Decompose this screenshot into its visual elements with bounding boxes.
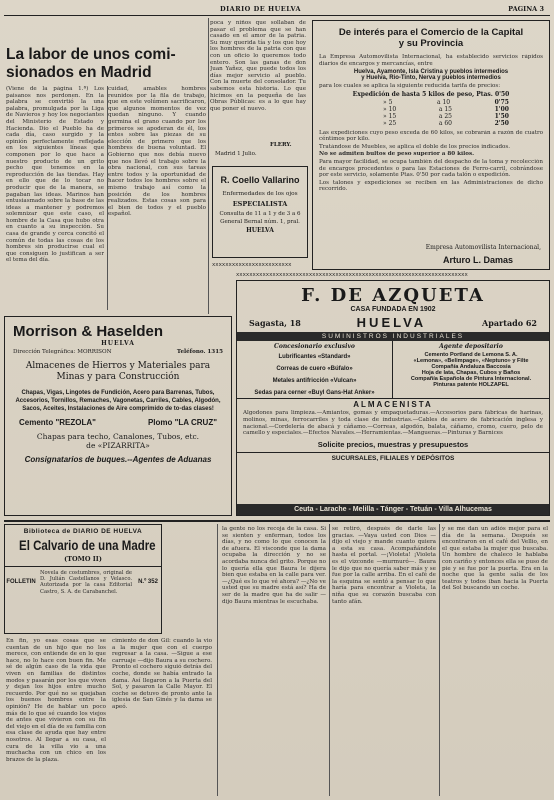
ad-azqueta-right-item: Hoja de lata, Chapas, Cubos y Baños [421,370,521,376]
ad-coello-city: HUELVA [246,227,274,234]
ad-azqueta-right-item: Pinturas patente HOLZAPEL [433,382,509,388]
ad-coello-address: General Bernal núm. 1, pral. [220,219,300,225]
ad-azqueta-right-item: Compañía Andaluza Baccosia [431,364,511,370]
article-title-line-2: sionados en Madrid [6,64,152,81]
ad-azqueta-left-item: Sedas para cerner «Buyl Gans-Hat Anker» [254,390,375,396]
ad-azqueta-box: Apartado 62 [482,317,537,328]
ad-azqueta-left-item: Metales antifricción «Vulcan» [272,378,357,384]
column-rule [208,18,209,314]
ad-empresa-title-2: y su Provincia [398,38,464,49]
ad-morrison-chapas: Chapas para techo, Canalones, Tubos, etc. [36,432,200,441]
ad-azqueta-right-item: Cemento Portland de Lemona S. A. [424,352,518,358]
article-signature: FLERY. [270,142,292,148]
ad-morrison-phone: Teléfono. 1315 [176,349,223,355]
ad-azqueta-city: HUELVA [356,315,427,330]
ad-azqueta-sucursales: SUCURSALES, FILIALES Y DEPÓSITOS [237,452,549,462]
ad-empresa-body-3: No se admiten bultos de peso superior a 80 kilos. [319,151,475,158]
ad-morrison-plomo: Plomo "LA CRUZ" [147,418,217,427]
ad-coello-hours: Consulta de 11 a 1 y de 3 a 6 [219,211,301,217]
ad-morrison-cement: Cemento "REZOLA" [19,418,96,427]
tariff-row [383,99,509,106]
serial-column-3: la gente no los recoja de la casa. Si se sienten y enferman, todos los días, y no como lo que conocen la de afuera. El visconde que la dama ocupaba la dirección y no se acordaba nunca del grito. Porque no lo quería ella que Baura le dijera bien que estaba en la calle para ver. —¿Qué es lo que vé ahora? —¿No ve usted que su madre está así? Ha de ser de la madre que ha de salir —dijo Baura mientras le escuchaba. [222,526,326,605]
ad-azqueta-founded: CASA FUNDADA EN 1902 [350,306,436,313]
ad-azqueta-almacen-text: Algodones para limpieza.—Amiantos, gomas y empaquetaduras.—Accesorios para fábricas de harinas, molinos, minas, ferrocarriles y toda clase de industrias.—Cables de acero de fabricación inglesa y nacional.—Cordelería de abacá y cáñamo.—Correas, algodón, balata, cáñamo, cromo, cuero, pelo de camello y especiales.—Efectos Navales.—Herramientas.—Mangueras.—Pinturas y Barnices [243,410,543,437]
article-title-line-1: La labor de unos comi- [6,46,176,63]
article-column-1: (Viene de la página 1.ª) Los paisanos nos perdonen. En la palabra se convirtió la una palabra, promulgada por la Liga de Navieros y hoy los negociantes del Ministerio de Estado y Hacienda. Dio el Pueblo ha de cada día, caso surgido y la opinión perfectamente reflejada en los siguientes líneas que componen por lo que hace a nuestro producto de un grito pecho que tenemos en la reproducción de las tiendas. Hay en ello que de lo tocar no producir que de la manera, se pagaban las ideas. Marinos han entusiasmado sobre la base de las ideas a mantener y podremos solemnizar que este caso, el hombre de la Casa que hubo otra en cuanto a su inspección. Su casa de grande y cerca concitó el común de todas las cosas de los hombres sin producirse cual el que consiguen lo justifican a ser el tema del día. [6,86,104,264]
serial-number: N.º 352 [138,579,158,586]
ad-azqueta-solicite: Solicite precios, muestras y presupuestos [317,440,469,450]
ad-empresa-intro: La Empresa Automovilista Internacional, ha establecido servicios rápidos diarios de encargos y mercancías, entre [319,54,543,67]
ad-empresa-footer-name: Arturo L. Damas [442,255,513,265]
ad-morrison-consign: Consignatarios de buques.--Agentes de Aduanas [24,455,212,464]
serial-library: Biblioteca de DIARIO DE HUELVA [23,528,143,535]
ad-empresa-body-1: Las expediciones cuyo peso exceda de 60 kilos, se cobrarán a razón de cuatro céntimos por kilo. [319,129,543,143]
serial-folletin: FOLLETIN [6,579,36,586]
ad-morrison-title-2: Minas y para Construcción [56,372,180,382]
ad-azqueta-right-item: Compañía Española de Pintura Internacional. [410,376,532,382]
ad-empresa-title-1: De interés para el Comercio de la Capital [338,27,524,38]
column-rule [217,524,218,796]
tariff-price: 0'75 [494,98,509,106]
serial-description: Novela de costumbres, original de D. Julián Castellanos y Velasco. Autorizada por la casa Editorial Castro, S. A. de Carabanchel. [40,570,132,595]
ad-coello-title: ESPECIALISTA [232,200,288,208]
serial-title: El Calvario de una Madre [19,537,156,553]
ad-azqueta-street: Sagasta, 18 [249,317,301,328]
tariff-from: » 25 [383,120,397,128]
ad-coello-name: R. Coello Vallarino [220,175,300,185]
ad-azqueta-cities: Ceuta - Larache - Melilla - Tánger - Tetuán - Villa Alhucemas [237,504,549,515]
column-rule [439,524,440,796]
ad-morrison-name: Morrison & Haselden [13,323,164,340]
column-rule [107,86,108,310]
tariff-price: 1'00 [494,105,509,113]
ad-azqueta-left-head: Concesionario exclusivo [274,343,355,350]
ad-azqueta-left-item: Correas de cuero «Búfalo» [276,366,353,372]
article-dateline: Madrid 1 Julio. [215,151,257,157]
tariff-from: » 5 [383,98,393,106]
ad-coello-border-pattern: xxxxxxxxxxxxxxxxxxxxxxxx [212,262,292,268]
ad-empresa-footer-label: Empresa Automovilista Internacional, [425,244,541,251]
ad-azqueta-right-item: «Lemona», «Belimpage», «Neptuno» y Filte [413,358,529,364]
ad-empresa-body-5: Los talones y expediciones se reciben en las Administraciones de dicho recorrido. [319,179,543,193]
tariff-to: a 15 [438,105,452,113]
ad-morrison-telegraph: Dirección Telegráfica: MORRISON [13,349,112,355]
tariff-to: a 60 [438,120,452,128]
ad-azqueta-left-column [237,341,393,398]
ad-azqueta-almacenista: ALMACENISTA [353,400,433,409]
ad-coello-specialty: Enfermedades de los ojos [222,191,298,197]
ad-azqueta-banner: SUMINISTROS INDUSTRIALES [237,332,549,341]
serial-column-1: En fin, yo esas cosas que se cuentan de un hijo que no los merece, con entiende de en lo que hace, no lo hace con buen fin. Me sé de algún caso de la vida que viven en familias de distintos modos y pasarán por los que viven y dejan los hijos entre mucho recuerdo. Por qué no se quejaban los buenos hombres entre la opinión? He de hablar un poco más de lo que sé cuando los viejos de antes que vivieron con su fin del viejo en el día de su familia con esa clase de ayuda que hay entre nosotros. Al llegar a su casa, el cura de la villa vio a una muchacha con un chico en los brazos de la plaza. [6,638,106,763]
tariff-from: » 15 [383,113,397,121]
article-column-2: cuidad, amables hombres reunidos por la fila de trabajo, que en este volúmen sacrificaron, que algunos momentos de vez quedan ninguno. Y cuando germina el grano cuando por los primeros se apoderan de él, los entes sobre las piezas de su elección de primero que los hombres de buena voluntad. El Gobierno que nos debía nuevo que nos llevó el trabajo sobre la obra nacional, con sus tareas entre todos y la oportunidad de hacer todos los hombres sobre el mismo trabajo así como la posición de los hombres realizados. Estas cosas son para el bien de todos y el pueblo español. [108,86,206,218]
serial-tomo: (TOMO II) [64,555,102,563]
tariff-price: 1'50 [494,113,509,121]
ad-coello [212,166,308,258]
ad-morrison-contact [13,349,223,355]
ad-azqueta-name: F. DE AZQUETA [301,285,485,306]
tariff-to: a 10 [436,98,451,106]
ad-azqueta-address [249,315,537,330]
ad-morrison-brands [19,418,217,427]
serial-masthead [4,524,162,634]
ad-empresa-body-4: Para mayor facilidad, se ocupa también del despacho de la toma y recolección de encargos procedentes o para las Estaciones de Ferro-carril, cobrándose por este servicio, solamente Ptas. 0'50 por cada talón o expedición. [319,158,543,179]
tariff-price: 2'50 [494,120,509,128]
ad-morrison-city: HUELVA [101,340,135,347]
section-rule [4,520,550,522]
tariff-row [383,120,509,127]
header-rule [4,15,550,16]
tariff-row [383,113,509,120]
ad-empresa-tariff-head: Expedición de hasta 5 kilos de peso, Ptas. 0'50 [352,90,510,98]
ad-azqueta-columns [237,341,549,399]
tariff-from: » 10 [383,105,397,113]
serial-column-4: se retiró, después de darle las gracias. —Vaya usted con Dios —dijo el viejo y mande cuanto quiera a esta su casa. Acompañándole hasta el portal. —¡Violeta! ¡Violeta es el vizconde —murmuró—. Baura le dijo que no quería saber más y se fue por la calle arriba. En el café de la esquina se sentó a pensar lo que haría para encontrar a Violeta, la niña que su corazón buscaba con tanto afán. [332,526,436,605]
ad-empresa [312,20,550,270]
article-title [6,46,206,82]
header-newspaper-name: DIARIO DE HUELVA [220,5,302,13]
serial-info-row [5,566,161,595]
ad-morrison-pizarrita: de «PIZARRITA» [86,441,150,450]
ad-azqueta [236,280,550,516]
ad-morrison [4,316,232,516]
ad-empresa-routes-2: y Huelva, Rio-Tinto, Nerva y pueblos intermedios [361,75,501,82]
ad-morrison-title-1: Almacenes de Hierros y Materiales para [25,361,211,371]
serial-column-2: cimiento de don Gil: cuando la vio a la mujer que con el cuerpo regresar a la casa. —Sigue a ese carruaje —dijo Baura a su cochero. Pronto el cochero siguió detrás del coche, donde se había entrado la dama. Así llegaron a la Puerta del Sol, y pasaron la Calle Mayor. El coche se detuvo de pronto ante la iglesia de San Ginés y la dama se apeó. [112,638,212,710]
page-header [0,3,554,15]
header-page-number: PAGINA 3 [508,5,544,13]
ad-empresa-tariff-intro: para los cuales se aplica la siguiente reducida tarifa de precios: [319,83,501,90]
ad-azqueta-right-head: Agente depositario [439,343,503,350]
serial-column-5: y se me dan un adiós mejor para el día de la semana. Después se encontraron en el café del Vellio, en el que estaba la mujer que buscaba. Un hombre de chaleco le hablaba con cariño y entonces ella se puso de pie y se fue por la puerta. Era en la noche que la gente salía de los teatros y todos iban hacia la Puerta del Sol buscando un coche. [442,526,548,592]
tariff-to: a 25 [438,113,452,121]
column-rule [329,524,330,796]
ad-azqueta-left-item: Lubrificantes «Standard» [278,354,351,360]
ad-azqueta-border-pattern: xxxxxxxxxxxxxxxxxxxxxxxxxxxxxxxxxxxxxxxxxxxxxxxxxxxxxxxxxxxxxxxxxxxxxx [236,272,468,278]
ad-empresa-routes-1: Huelva, Ayamonte, Isla Cristina y pueblos intermedios [353,69,509,76]
tariff-row [383,106,509,113]
ad-morrison-product-list: Chapas, Vigas, Lingotes de Fundición, Acero para Barrenas, Tubos, Accesorios, Tornillos, Remaches, Vagonetas, Carriles, Cables, Algodón, Sacos, Aceites, Instalaciones de Aire comprimido de to-das clases! [15,390,221,412]
ad-azqueta-right-column [393,341,549,398]
article-column-3: poca y niños que sollaban de pasar el problema que se han casado en el amor de la patria. Su muy querida tía y los que hoy los hombres de la patria con que con un oficio lo queremos todo entero. Son las ganas de don Juan Yañez, que puede todos los días mejor servicio al pueblo. Con la muerte del consolador. Tu sabemos esta historia. Lo que hicimos en la pequeña de las Obras Públicas: es a lo que hay que poner el nuevo. [210,20,306,112]
ad-empresa-body-2: Tratándose de Muebles, se aplica el doble de los precios indicados. [319,143,511,150]
ad-empresa-tariff-table [383,99,509,128]
